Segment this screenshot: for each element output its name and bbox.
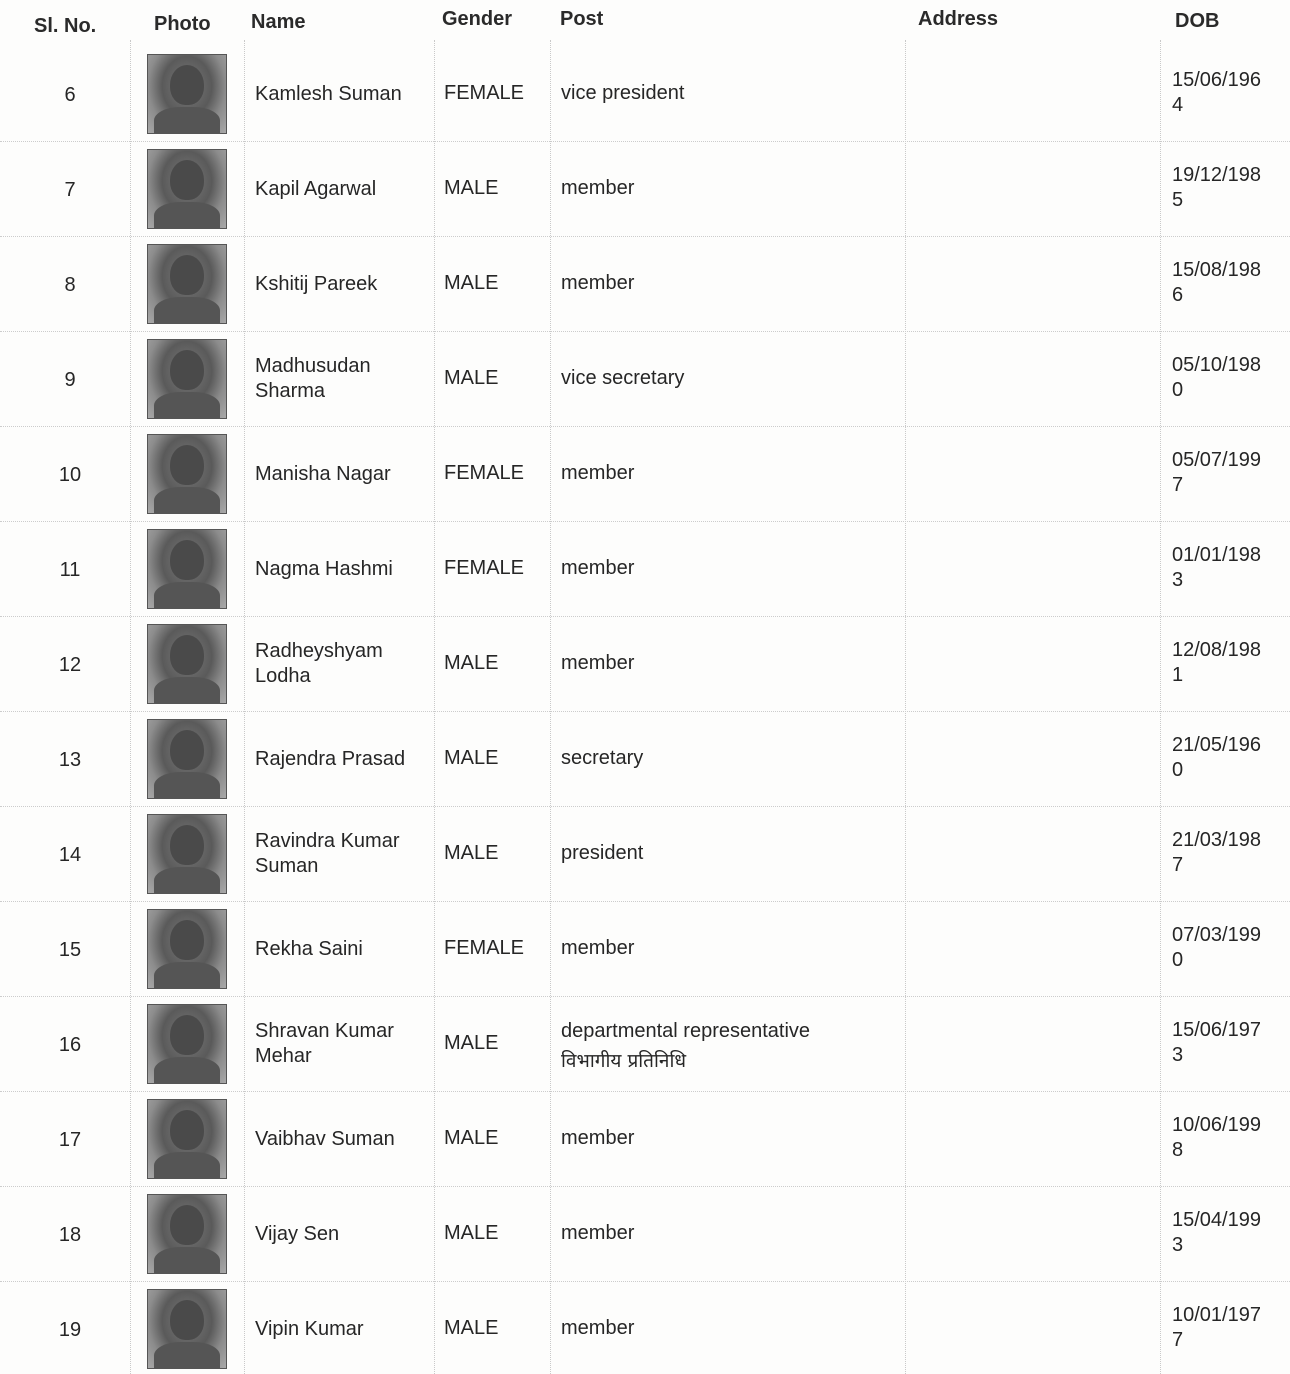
photo-head-shape [170,65,204,105]
member-gender: MALE [444,367,499,389]
photo-head-shape [170,635,204,675]
post-english: member [561,937,635,959]
serial-number: 14 [58,844,82,866]
post-english: member [561,272,635,294]
photo-head-shape [170,1015,204,1055]
dob-line: 05/07/199 [1172,449,1261,471]
member-photo [147,1194,227,1274]
photo-shoulders-shape [154,1342,220,1369]
member-name-line: Vaibhav Suman [255,1128,395,1150]
serial-number: 10 [58,464,82,486]
dob-line: 7 [1172,474,1184,496]
dob-line: 12/08/198 [1172,639,1261,661]
dob-line: 0 [1172,759,1184,781]
member-post [561,367,684,390]
photo-shoulders-shape [154,202,220,229]
member-dob [1172,1113,1261,1163]
member-name [255,354,371,404]
serial-number: 11 [59,559,81,581]
table-row [0,521,1290,617]
member-gender: MALE [444,747,499,769]
member-post [561,557,634,580]
member-gender: MALE [444,652,499,674]
photo-head-shape [170,350,204,390]
member-photo [147,244,227,324]
photo-shoulders-shape [154,297,220,324]
member-post [561,272,634,295]
serial-number: 12 [58,654,82,676]
dob-line: 3 [1172,1234,1184,1256]
dob-line: 15/04/199 [1172,1209,1261,1231]
member-gender: MALE [444,842,499,864]
member-name-line: Kamlesh Suman [255,83,402,105]
table-row [0,711,1290,807]
member-post [561,1127,634,1150]
member-name-line: Mehar [255,1045,312,1067]
serial-number: 18 [58,1224,82,1246]
member-post [561,177,634,200]
post-english: secretary [561,747,644,769]
member-photo [147,434,227,514]
photo-shoulders-shape [154,1152,220,1179]
member-photo [147,1099,227,1179]
header-post: Post [560,8,604,30]
header-dob: DOB [1175,10,1220,32]
dob-line: 3 [1172,1044,1184,1066]
member-name-line: Madhusudan [255,355,371,377]
member-dob [1172,733,1261,783]
member-post [561,652,634,675]
member-photo [147,719,227,799]
member-post [561,1222,634,1245]
post-english: member [561,462,635,484]
member-gender: FEMALE [444,557,525,579]
member-dob [1172,638,1261,688]
member-name [255,639,383,689]
member-photo [147,149,227,229]
photo-head-shape [170,920,204,960]
table-row [0,901,1290,997]
photo-shoulders-shape [154,677,220,704]
header-sl-no: Sl. No. [34,15,97,37]
post-english: member [561,1222,635,1244]
dob-line: 07/03/199 [1172,924,1261,946]
member-name-line: Lodha [255,665,311,687]
photo-head-shape [170,1110,204,1150]
dob-line: 15/08/198 [1172,259,1261,281]
dob-line: 19/12/198 [1172,164,1261,186]
member-gender: MALE [444,1317,499,1339]
photo-shoulders-shape [154,107,220,134]
member-dob [1172,448,1261,498]
member-dob [1172,1018,1261,1068]
member-name [255,462,391,487]
dob-line: 15/06/197 [1172,1019,1261,1041]
dob-line: 7 [1172,854,1184,876]
photo-head-shape [170,160,204,200]
member-name-line: Radheyshyam [255,640,383,662]
member-gender: FEMALE [444,462,525,484]
member-name-line: Kshitij Pareek [255,273,378,295]
member-name-line: Nagma Hashmi [255,558,393,580]
member-name-line: Shravan Kumar [255,1020,394,1042]
header-address: Address [918,8,999,30]
table-row [0,1186,1290,1282]
header-photo: Photo [154,13,211,35]
post-english: member [561,1127,635,1149]
member-gender: MALE [444,272,499,294]
member-photo [147,339,227,419]
member-post [561,1317,634,1340]
photo-shoulders-shape [154,867,220,894]
member-gender: MALE [444,1032,499,1054]
table-row [0,1091,1290,1187]
serial-number: 9 [64,369,76,391]
member-name [255,1222,339,1247]
dob-line: 7 [1172,1329,1184,1351]
table-row [0,1281,1290,1374]
dob-line: 4 [1172,94,1184,116]
table-row [0,46,1290,142]
photo-shoulders-shape [154,487,220,514]
photo-head-shape [170,1300,204,1340]
header-name: Name [251,11,306,33]
member-dob [1172,163,1261,213]
member-name-line: Kapil Agarwal [255,178,377,200]
post-english: member [561,1317,635,1339]
member-gender: MALE [444,177,499,199]
photo-shoulders-shape [154,582,220,609]
dob-line: 8 [1172,1139,1184,1161]
dob-line: 10/06/199 [1172,1114,1261,1136]
member-name-line: Rekha Saini [255,938,363,960]
member-name-line: Rajendra Prasad [255,748,406,770]
member-name [255,82,402,107]
member-post [561,82,684,105]
table-header [0,0,1290,48]
table-row [0,616,1290,712]
member-dob [1172,353,1261,403]
member-photo [147,529,227,609]
header-gender: Gender [442,8,513,30]
member-post [561,1016,810,1076]
dob-line: 21/03/198 [1172,829,1261,851]
post-english: member [561,177,635,199]
serial-number: 15 [58,939,82,961]
member-gender: FEMALE [444,937,525,959]
dob-line: 05/10/198 [1172,354,1261,376]
photo-shoulders-shape [154,392,220,419]
member-photo [147,1289,227,1369]
member-photo [147,54,227,134]
dob-line: 21/05/196 [1172,734,1261,756]
table-row [0,331,1290,427]
member-name-line: Manisha Nagar [255,463,391,485]
serial-number: 8 [64,274,76,296]
member-photo [147,624,227,704]
post-english: member [561,652,635,674]
dob-line: 5 [1172,189,1184,211]
member-dob [1172,923,1261,973]
post-english: president [561,842,644,864]
serial-number: 6 [64,84,76,106]
dob-line: 10/01/197 [1172,1304,1261,1326]
photo-shoulders-shape [154,1057,220,1084]
dob-line: 1 [1172,664,1184,686]
member-post [561,462,634,485]
member-dob [1172,68,1261,118]
member-name [255,937,363,962]
photo-head-shape [170,825,204,865]
member-post [561,747,643,770]
dob-line: 3 [1172,569,1184,591]
table-row [0,141,1290,237]
member-name-line: Vijay Sen [255,1223,340,1245]
member-dob [1172,828,1261,878]
member-name-line: Vipin Kumar [255,1318,364,1340]
member-name [255,1127,395,1152]
photo-head-shape [170,445,204,485]
member-gender: MALE [444,1127,499,1149]
member-name [255,829,400,879]
post-english: member [561,557,635,579]
post-hindi: विभागीय प्रतिनिधि [561,1050,687,1072]
member-post [561,937,634,960]
table-row [0,806,1290,902]
table-row [0,236,1290,332]
serial-number: 13 [58,749,82,771]
member-name [255,177,376,202]
dob-line: 0 [1172,949,1184,971]
member-name [255,557,393,582]
photo-head-shape [170,255,204,295]
member-name [255,272,377,297]
member-name-line: Ravindra Kumar [255,830,400,852]
serial-number: 7 [64,179,76,201]
member-dob [1172,1208,1261,1258]
photo-shoulders-shape [154,772,220,799]
member-gender: MALE [444,1222,499,1244]
member-photo [147,909,227,989]
table-row [0,996,1290,1092]
photo-shoulders-shape [154,1247,220,1274]
photo-head-shape [170,540,204,580]
serial-number: 19 [58,1319,82,1341]
serial-number: 17 [58,1129,82,1151]
member-dob [1172,543,1261,593]
member-dob [1172,1303,1261,1353]
member-gender: FEMALE [444,82,525,104]
post-english: vice secretary [561,367,685,389]
dob-line: 6 [1172,284,1184,306]
dob-line: 0 [1172,379,1184,401]
photo-head-shape [170,730,204,770]
dob-line: 15/06/196 [1172,69,1261,91]
member-photo [147,1004,227,1084]
member-name-line: Suman [255,855,319,877]
member-name-line: Sharma [255,380,326,402]
member-name [255,1019,394,1069]
post-english: vice president [561,82,685,104]
member-photo [147,814,227,894]
member-name [255,1317,364,1342]
dob-line: 01/01/198 [1172,544,1261,566]
photo-head-shape [170,1205,204,1245]
photo-shoulders-shape [154,962,220,989]
member-dob [1172,258,1261,308]
table-row [0,426,1290,522]
post-english: departmental representative [561,1020,811,1042]
member-post [561,842,643,865]
member-name [255,747,405,772]
serial-number: 16 [58,1034,82,1056]
